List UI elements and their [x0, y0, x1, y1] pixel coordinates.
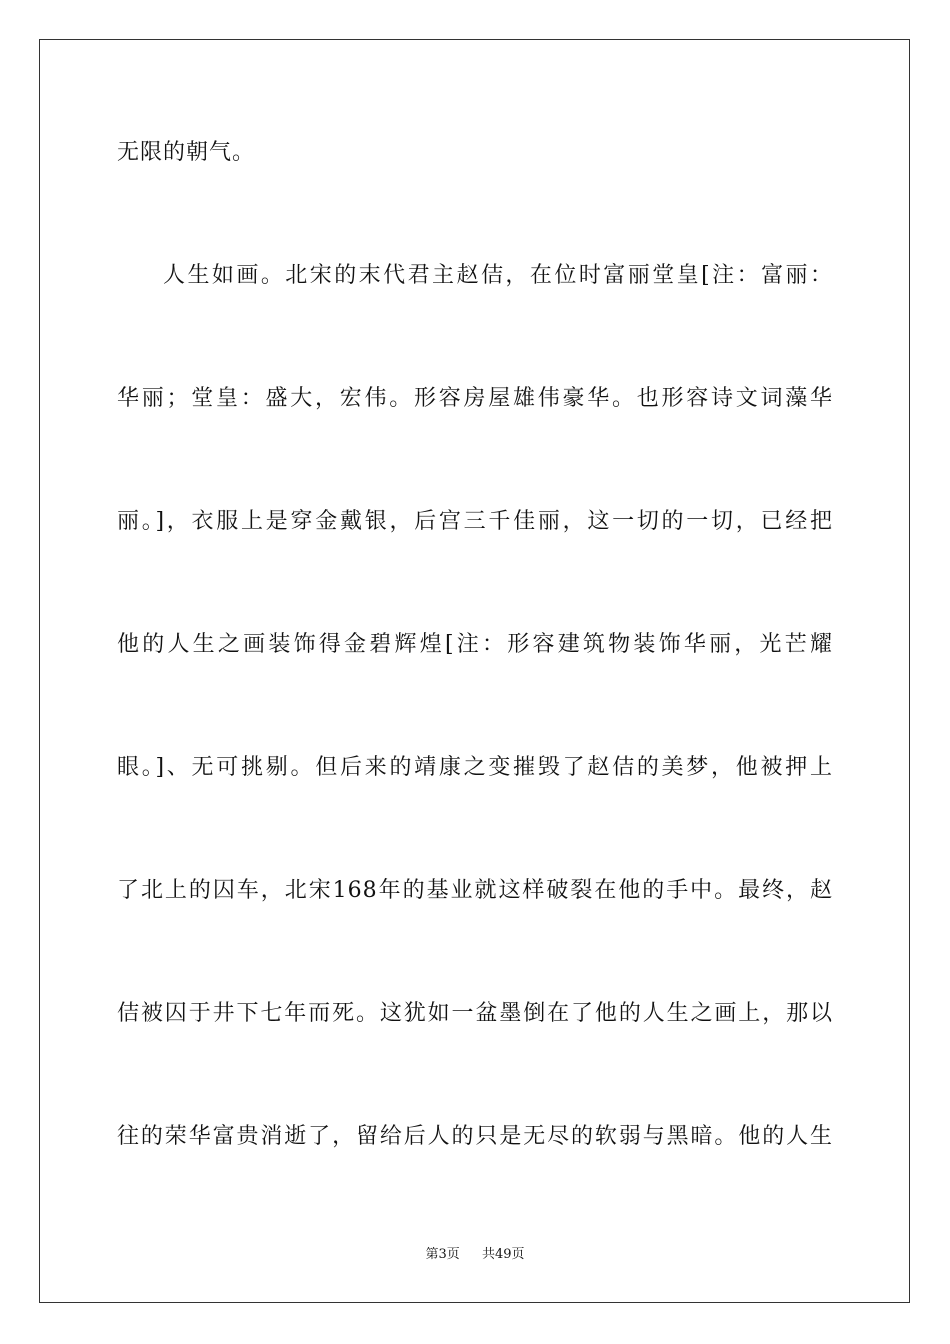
text-line-8: 佶被囚于井下七年而死。这犹如一盆墨倒在了他的人生之画上，那以	[117, 1001, 833, 1026]
page-frame	[39, 39, 910, 1303]
text-line-6: 眼。]、无可挑剔。但后来的靖康之变摧毁了赵佶的美梦，他被押上	[117, 755, 833, 780]
text-line-9: 往的荣华富贵消逝了，留给后人的只是无尽的软弱与黑暗。他的人生	[117, 1124, 833, 1149]
text-line-4: 丽。]，衣服上是穿金戴银，后宫三千佳丽，这一切的一切，已经把	[117, 509, 833, 534]
text-line-5: 他的人生之画装饰得金碧辉煌[注：形容建筑物装饰华丽，光芒耀	[117, 632, 833, 657]
text-line-7: 了北上的囚车，北宋168年的基业就这样破裂在他的手中。最终，赵	[117, 878, 833, 903]
page-total: 共49页	[482, 1247, 525, 1262]
text-line-3: 华丽；堂皇：盛大，宏伟。形容房屋雄伟豪华。也形容诗文词藻华	[117, 386, 833, 411]
page-footer	[0, 1246, 950, 1264]
page-number: 第3页	[425, 1247, 460, 1262]
text-line-1: 无限的朝气。	[117, 140, 256, 165]
text-line-2: 人生如画。北宋的末代君主赵佶，在位时富丽堂皇[注：富丽：	[163, 263, 833, 288]
